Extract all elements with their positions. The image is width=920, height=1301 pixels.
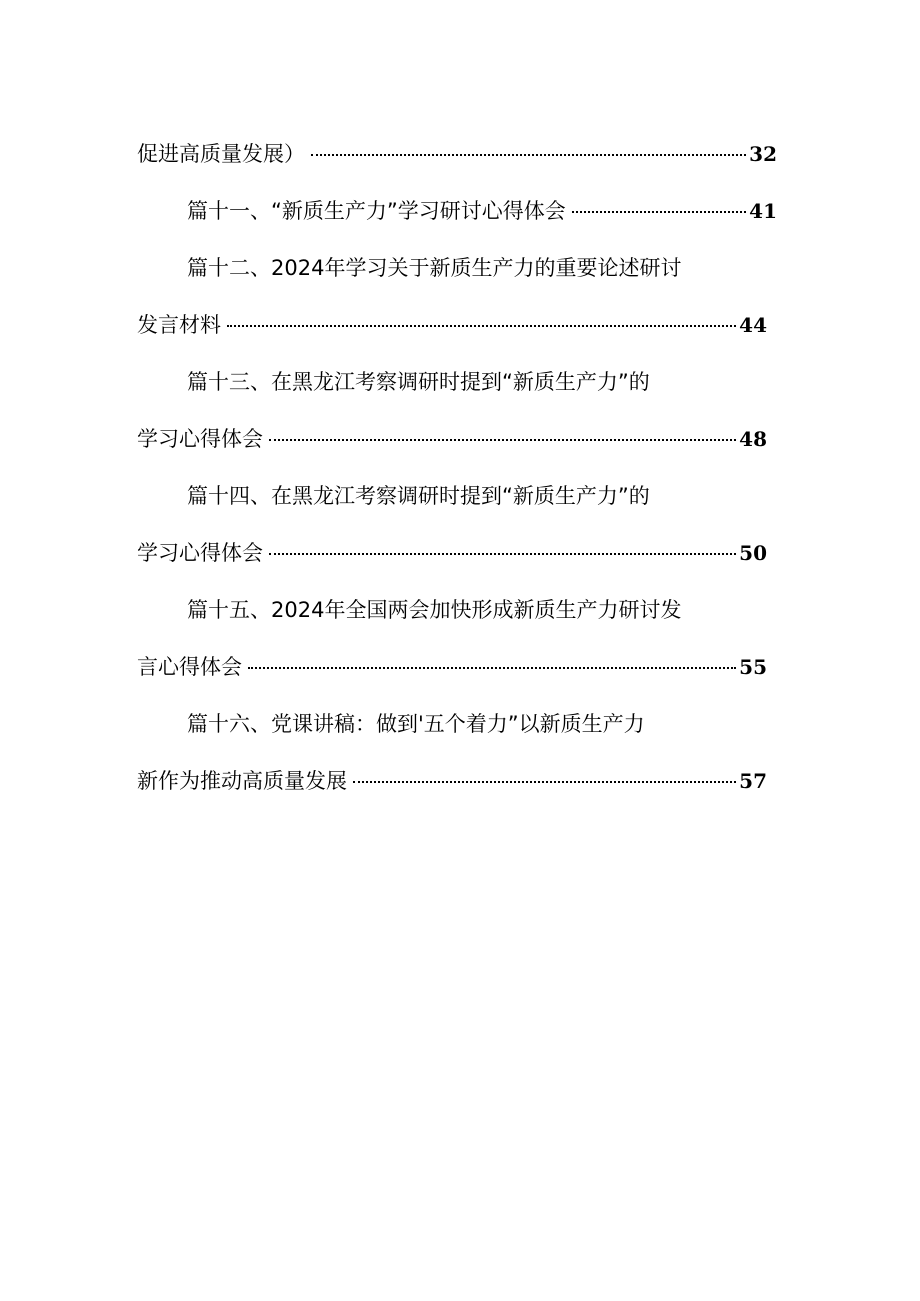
toc-entry-continuation[interactable] bbox=[137, 525, 767, 582]
toc-entry[interactable] bbox=[137, 240, 777, 297]
toc-dot-leader bbox=[269, 439, 736, 441]
toc-entry-title: 篇十二、2024年学习关于新质生产力的重要论述研讨 bbox=[187, 256, 682, 280]
toc-dot-leader bbox=[227, 325, 736, 327]
toc-entry-page: 57 bbox=[739, 769, 767, 793]
toc-entry-title: 篇十五、2024年全国两会加快形成新质生产力研讨发 bbox=[187, 598, 682, 622]
toc-entry[interactable] bbox=[137, 354, 777, 411]
toc-entry-continuation[interactable] bbox=[137, 411, 767, 468]
toc-entry[interactable] bbox=[137, 183, 777, 240]
toc-entry-title: 篇十四、在黑龙江考察调研时提到“新质生产力”的 bbox=[187, 484, 650, 508]
toc-entry[interactable] bbox=[137, 468, 777, 525]
toc-dot-leader bbox=[311, 154, 746, 156]
toc-dot-leader bbox=[572, 211, 746, 213]
toc-entry-page: 48 bbox=[739, 427, 767, 451]
toc-entry-page: 44 bbox=[739, 313, 767, 337]
toc-entry-page: 55 bbox=[739, 655, 767, 679]
toc-entry-continuation[interactable] bbox=[137, 639, 767, 696]
toc-entry-title: 发言材料 bbox=[137, 313, 221, 337]
toc-dot-leader bbox=[269, 553, 736, 555]
toc-entry[interactable] bbox=[137, 696, 777, 753]
toc-entry-title: 篇十一、“新质生产力”学习研讨心得体会 bbox=[187, 199, 566, 223]
toc-entry-title: 新作为推动高质量发展 bbox=[137, 769, 347, 793]
toc-entry-title: 篇十六、党课讲稿：做到'五个着力”以新质生产力 bbox=[187, 712, 645, 736]
toc-entry-title: 学习心得体会 bbox=[137, 427, 263, 451]
toc-entry-continuation[interactable] bbox=[137, 297, 767, 354]
toc-entry-page: 41 bbox=[749, 199, 777, 223]
toc-entry-continuation[interactable] bbox=[137, 753, 767, 810]
toc-entry[interactable] bbox=[137, 126, 777, 183]
table-of-contents bbox=[137, 126, 777, 810]
toc-entry-page: 32 bbox=[749, 142, 777, 166]
toc-entry-page: 50 bbox=[739, 541, 767, 565]
toc-dot-leader bbox=[353, 781, 736, 783]
toc-entry-title: 促进高质量发展） bbox=[137, 142, 305, 166]
toc-dot-leader bbox=[248, 667, 736, 669]
toc-entry-title: 言心得体会 bbox=[137, 655, 242, 679]
toc-entry[interactable] bbox=[137, 582, 777, 639]
toc-entry-title: 学习心得体会 bbox=[137, 541, 263, 565]
toc-entry-title: 篇十三、在黑龙江考察调研时提到“新质生产力”的 bbox=[187, 370, 650, 394]
